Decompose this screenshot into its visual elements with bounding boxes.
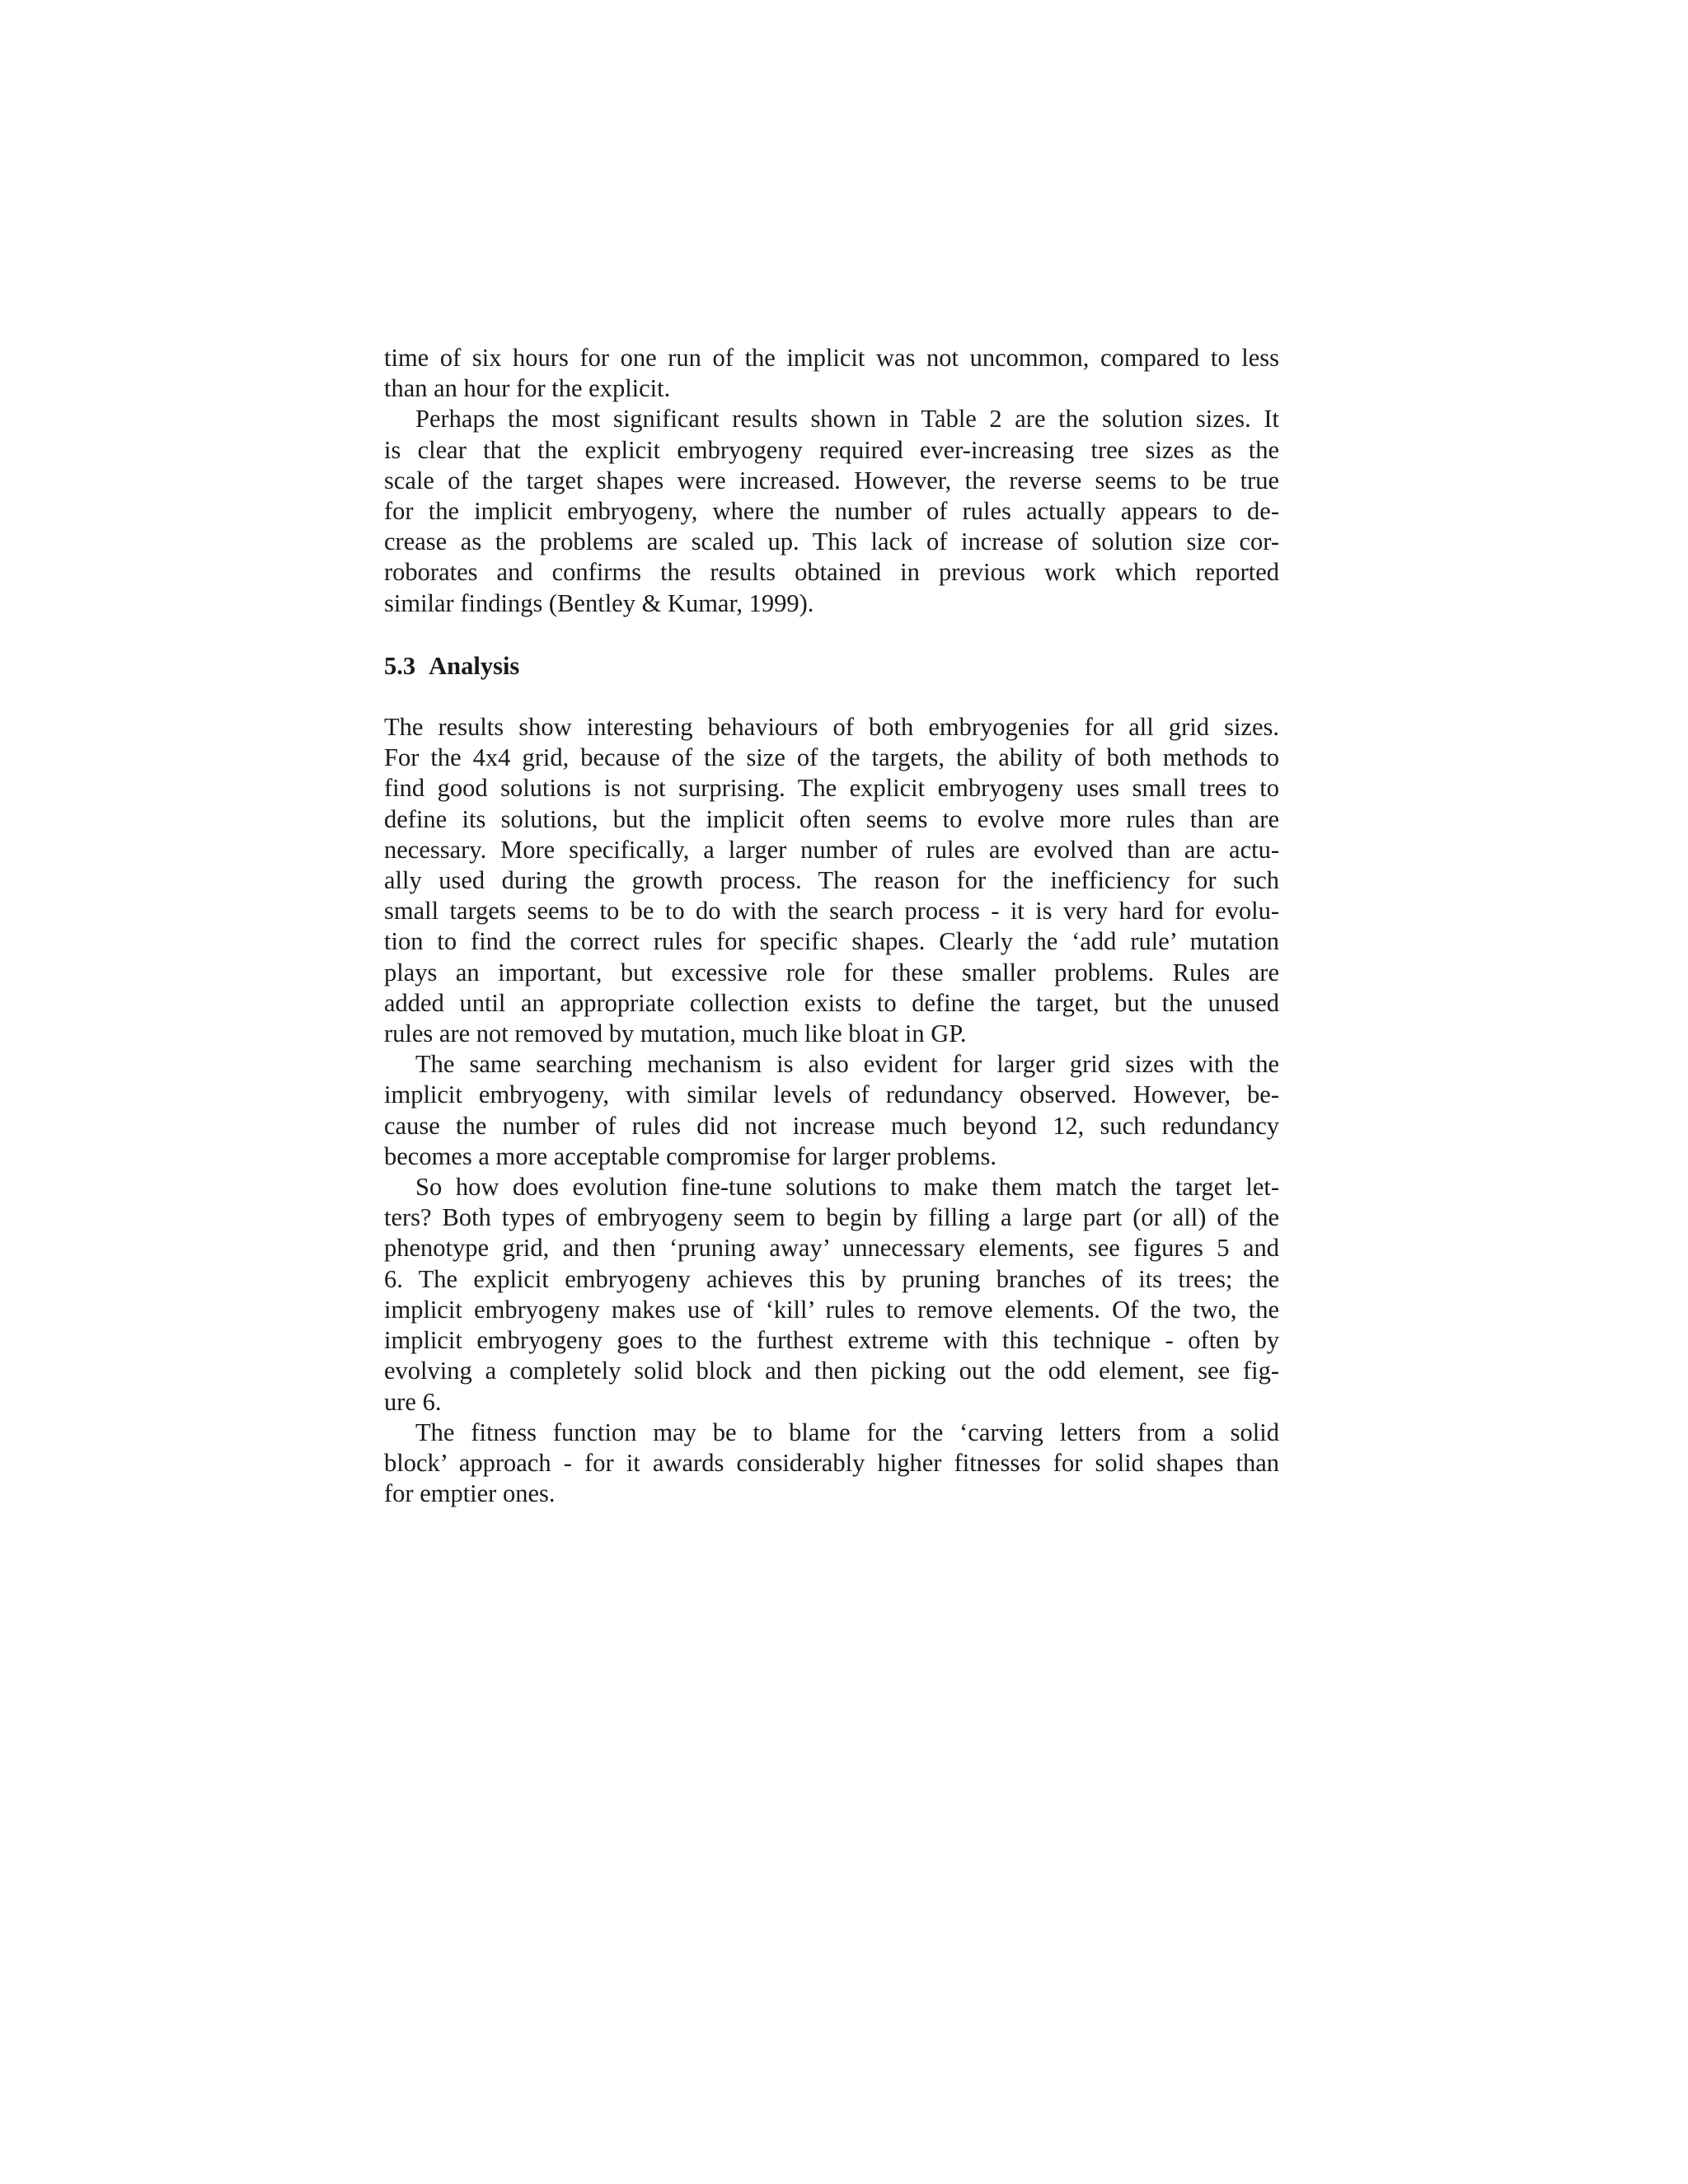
paragraph — [384, 712, 1279, 1049]
text-line: Perhaps the most significant results shown in Table 2 are the solution sizes. It — [415, 405, 1279, 434]
paragraph — [384, 1172, 1279, 1418]
text-line: scale of the target shapes were increased. However, the reverse seems to be true — [384, 466, 1279, 494]
text-line: crease as the problems are scaled up. This lack of increase of solution size cor- — [384, 527, 1279, 556]
text-line: phenotype grid, and then ‘pruning away’ unnecessary elements, see figures 5 and — [384, 1234, 1279, 1263]
text-line: small targets seems to be to do with the search process - it is very hard for evolu- — [384, 897, 1279, 926]
text-line: ters? Both types of embryogeny seem to begin by filling a large part (or all) of the — [384, 1203, 1279, 1232]
section-title: Analysis — [429, 651, 520, 680]
paragraph — [384, 1418, 1279, 1510]
text-line: implicit embryogeny goes to the furthest extreme with this technique - often by — [384, 1326, 1279, 1355]
text-line: similar findings (Bentley & Kumar, 1999). — [384, 588, 814, 617]
text-line: necessary. More specifically, a larger number of rules are evolved than are actu- — [384, 835, 1279, 864]
body-text — [384, 343, 1279, 1509]
text-line: for the implicit embryogeny, where the number of rules actually appears to de- — [384, 497, 1279, 526]
text-line: implicit embryogeny makes use of ‘kill’ rules to remove elements. Of the two, the — [384, 1295, 1279, 1324]
text-line: ally used during the growth process. The reason for the inefficiency for such — [384, 866, 1279, 895]
section-heading — [384, 651, 1279, 682]
text-line: evolving a completely solid block and then picking out the odd element, see fig- — [384, 1357, 1279, 1385]
text-line: The same searching mechanism is also evident for larger grid sizes with the — [415, 1050, 1279, 1079]
paragraph — [384, 404, 1279, 618]
text-line: implicit embryogeny, with similar levels of redundancy observed. However, be- — [384, 1080, 1279, 1109]
text-line: for emptier ones. — [384, 1479, 556, 1508]
text-line: plays an important, but excessive role for these smaller problems. Rules are — [384, 958, 1279, 987]
text-line: The fitness function may be to blame for the ‘carving letters from a solid — [415, 1418, 1279, 1446]
text-line: So how does evolution fine-tune solutions to make them match the target let- — [415, 1173, 1279, 1202]
paragraph — [384, 343, 1279, 404]
text-line: find good solutions is not surprising. The explicit embryogeny uses small trees to — [384, 774, 1279, 803]
text-line: block’ approach - for it awards considerably higher fitnesses for solid shapes than — [384, 1448, 1279, 1477]
paragraph — [384, 1049, 1279, 1172]
text-line: time of six hours for one run of the implicit was not uncommon, compared to less — [384, 344, 1279, 372]
text-line: rules are not removed by mutation, much like bloat in GP. — [384, 1019, 967, 1048]
text-line: For the 4x4 grid, because of the size of the targets, the ability of both methods to — [384, 743, 1279, 772]
text-line: than an hour for the explicit. — [384, 374, 671, 403]
text-line: 6. The explicit embryogeny achieves this by pruning branches of its trees; the — [384, 1264, 1279, 1293]
text-line: cause the number of rules did not increase much beyond 12, such redundancy — [384, 1111, 1279, 1140]
text-line: becomes a more acceptable compromise for larger problems. — [384, 1141, 996, 1170]
text-line: ure 6. — [384, 1387, 442, 1416]
text-line: tion to find the correct rules for specific shapes. Clearly the ‘add rule’ mutation — [384, 927, 1279, 956]
section-number: 5.3 — [384, 651, 416, 680]
text-line: is clear that the explicit embryogeny required ever-increasing tree sizes as the — [384, 435, 1279, 464]
text-line: define its solutions, but the implicit often seems to evolve more rules than are — [384, 804, 1279, 833]
text-line: The results show interesting behaviours of both embryogenies for all grid sizes. — [384, 713, 1279, 742]
text-line: roborates and confirms the results obtained in previous work which reported — [384, 558, 1279, 587]
text-line: added until an appropriate collection exists to define the target, but the unused — [384, 988, 1279, 1017]
